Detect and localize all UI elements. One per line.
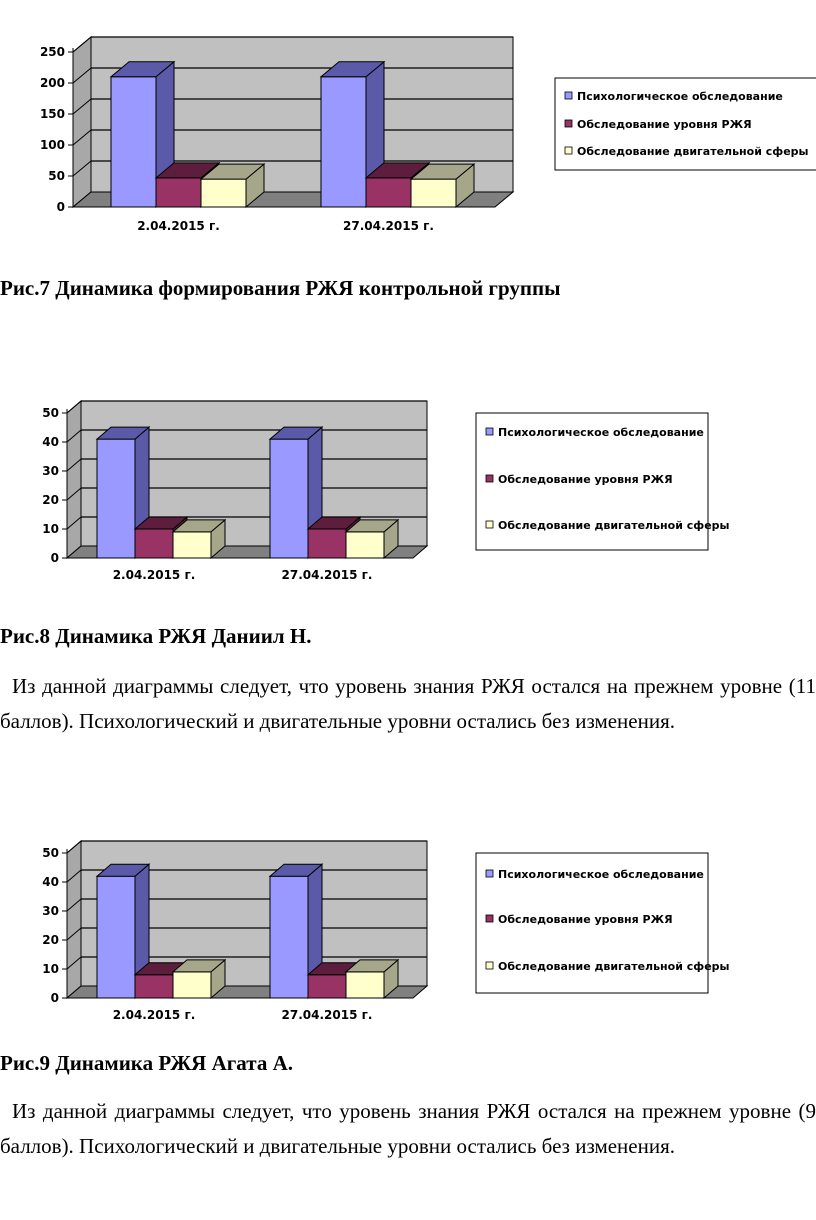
x-category-label: 27.04.2015 г.: [281, 568, 373, 582]
caption-fig7: Рис.7 Динамика формирования РЖЯ контрольной группы: [0, 276, 561, 300]
y-tick-label: 250: [39, 45, 65, 59]
legend-swatch: [565, 120, 572, 127]
y-tick-label: 10: [42, 962, 59, 976]
side-wall: [73, 37, 91, 207]
legend-label: Обследование двигательной сферы: [577, 145, 809, 158]
side-wall: [67, 841, 81, 998]
bar: [308, 529, 346, 558]
bar: [270, 439, 308, 558]
y-tick-label: 0: [56, 200, 65, 214]
bar: [156, 178, 201, 207]
bar: [201, 179, 246, 207]
x-category-label: 2.04.2015 г.: [112, 1008, 196, 1022]
bar: [97, 439, 135, 558]
y-tick-label: 50: [42, 406, 59, 420]
paragraph-2-text: Из данной диаграммы следует, что уровень знания РЖЯ остался на прежнем уровне (9 баллов). Психологический и двигательные уровни остались без изменения.: [0, 1099, 816, 1158]
y-tick-label: 50: [42, 846, 59, 860]
legend-label: Психологическое обследование: [498, 426, 704, 439]
bar: [321, 77, 366, 207]
bar: [411, 179, 456, 207]
y-tick-label: 200: [39, 76, 65, 90]
paragraph-1-text: Из данной диаграммы следует, что уровень знания РЖЯ остался на прежнем уровне (11 баллов). Психологический и двигательные уровни остались без изменения.: [0, 674, 816, 733]
x-category-label: 27.04.2015 г.: [343, 219, 434, 233]
legend-swatch: [486, 915, 493, 922]
side-wall: [67, 401, 81, 558]
y-tick-label: 0: [50, 551, 59, 565]
y-tick-label: 30: [42, 464, 59, 478]
bar: [97, 876, 135, 998]
bar: [346, 972, 384, 998]
legend-swatch: [486, 962, 493, 969]
legend-label: Психологическое обследование: [577, 90, 783, 103]
y-tick-label: 40: [42, 435, 59, 449]
bar: [346, 532, 384, 558]
caption-fig9: Рис.9 Динамика РЖЯ Агата А.: [0, 1051, 293, 1075]
legend-label: Обследование уровня РЖЯ: [498, 473, 673, 486]
legend-label: Обследование двигательной сферы: [498, 519, 730, 532]
bar: [135, 529, 173, 558]
x-category-label: 27.04.2015 г.: [281, 1008, 373, 1022]
bar: [173, 972, 211, 998]
y-tick-label: 100: [39, 138, 65, 152]
bar: [173, 532, 211, 558]
y-tick-label: 10: [42, 522, 59, 536]
bar: [308, 975, 346, 998]
legend-label: Обследование уровня РЖЯ: [498, 913, 673, 926]
paragraph-2: [0, 1094, 816, 1164]
legend-swatch: [486, 870, 493, 877]
chart-2-root: [42, 401, 729, 582]
y-tick-label: 20: [42, 933, 59, 947]
legend-swatch: [486, 428, 493, 435]
bar: [135, 975, 173, 998]
legend-swatch: [565, 147, 572, 154]
bar: [270, 876, 308, 998]
y-tick-label: 150: [39, 107, 65, 121]
chart-1-root: [40, 37, 816, 233]
legend-swatch: [565, 92, 572, 99]
paragraph-1: [0, 669, 816, 739]
bar: [111, 77, 156, 207]
x-category-label: 2.04.2015 г.: [112, 568, 196, 582]
y-tick-label: 30: [42, 904, 59, 918]
bar: [366, 178, 411, 207]
x-category-label: 2.04.2015 г.: [137, 219, 220, 233]
legend-label: Психологическое обследование: [498, 868, 704, 881]
y-tick-label: 0: [50, 991, 59, 1005]
legend-label: Обследование двигательной сферы: [498, 960, 730, 973]
y-tick-label: 20: [42, 493, 59, 507]
caption-fig8: Рис.8 Динамика РЖЯ Даниил Н.: [0, 624, 312, 648]
y-tick-label: 40: [42, 875, 59, 889]
y-tick-label: 50: [48, 169, 65, 183]
legend-swatch: [486, 521, 493, 528]
chart-fig8: [0, 360, 816, 600]
legend-swatch: [486, 475, 493, 482]
legend-label: Обследование уровня РЖЯ: [577, 118, 752, 131]
chart-fig7: [0, 0, 816, 250]
chart-fig9: [0, 800, 816, 1040]
chart-3-root: [42, 841, 729, 1022]
